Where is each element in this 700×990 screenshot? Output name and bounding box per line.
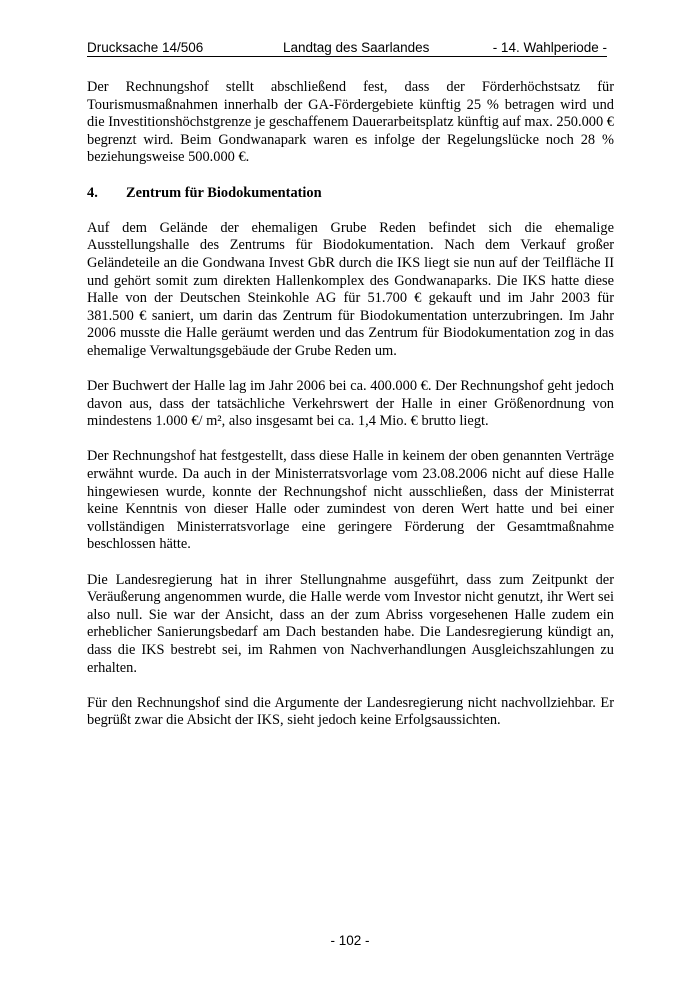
paragraph-findings: Der Rechnungshof hat festgestellt, dass diese Halle in keinem der oben genannten Verträge erwähnt wurde. Da auch in der Ministerratsvorlage vom 23.08.2006 nicht auf diese Halle hingewiesen wurde, konnte der Rechnungshof nicht ausschließen, dass der Ministerrat keine Kenntnis von dieser Halle oder zumindest von deren Wert hatte und bei einer vollständigen Ministerratsvorlage eine geringere Förderung der Gesamtmaßnahme beschlossen hätte. xyxy=(87,448,614,553)
section-number: 4. xyxy=(87,184,98,201)
page-header xyxy=(87,40,607,57)
section-heading xyxy=(87,185,614,203)
page-number: - 102 - xyxy=(330,933,370,948)
paragraph-halle-history: Auf dem Gelände der ehemaligen Grube Reden befindet sich die ehemalige Ausstellungshalle des Zentrums für Biodokumentation. Nach dem Verkauf großer Geländeteile an die Gondwana Invest GbR durch die IKS liegt sie nun auf der Teilfläche II und gehört somit zum direkten Hallenkomplex des Gondwanaparks. Die IKS hatte diese Halle von der Deutschen Steinkohle AG für 51.700 € gekauft und im Jahr 2003 für 381.500 € saniert, um darin das Zentrum für Biodokumentation unterzubringen. Im Jahr 2006 musste die Halle geräumt werden und das Zentrum für Biodokumentation zog in das ehemalige Verwaltungsgebäude der Grube Reden um. xyxy=(87,219,614,359)
header-period: - 14. Wahlperiode - xyxy=(492,40,607,55)
paragraph-conclusion: Für den Rechnungshof sind die Argumente der Landesregierung nicht nachvollziehbar. Er begrüßt zwar die Absicht der IKS, sieht jedoch keine Erfolgsaussichten. xyxy=(87,694,614,729)
page-body xyxy=(87,79,614,748)
paragraph-government-statement: Die Landesregierung hat in ihrer Stellungnahme ausgeführt, dass zum Zeitpunkt der Veräußerung angenommen wurde, die Halle werde vom Investor nicht genutzt, ihr Wert sei also null. Sie war der Ansicht, dass an der zum Abriss vorgesehenen Halle zudem ein erheblicher Sanierungsbedarf am Dach bestanden habe. Die Landesregierung kündigt an, dass die IKS bestrebt sei, im Rahmen von Nachverhandlungen Ausgleichszahlungen zu erhalten. xyxy=(87,571,614,676)
section-title: Zentrum für Biodokumentation xyxy=(126,184,322,201)
header-parliament: Landtag des Saarlandes xyxy=(283,40,430,55)
header-document-number: Drucksache 14/506 xyxy=(87,40,204,55)
intro-paragraph: Der Rechnungshof stellt abschließend fest, dass der Förderhöchstsatz für Tourismusmaßnahmen innerhalb der GA-Fördergebiete künftig 25 % betragen wird und die Investitionshöchstgrenze je geschaffenem Dauerarbeitsplatz künftig auf max. 250.000 € begrenzt wird. Beim Gondwanapark waren es infolge der Regelungslücke noch 28 % beziehungsweise 500.000 €. xyxy=(87,79,614,166)
paragraph-book-value: Der Buchwert der Halle lag im Jahr 2006 bei ca. 400.000 €. Der Rechnungshof geht jedoch davon aus, dass der tatsächliche Verkehrswert der Halle in einer Größenordnung von mindestens 1.000 €/ m², also insgesamt bei ca. 1,4 Mio. € brutto liegt. xyxy=(87,378,614,430)
